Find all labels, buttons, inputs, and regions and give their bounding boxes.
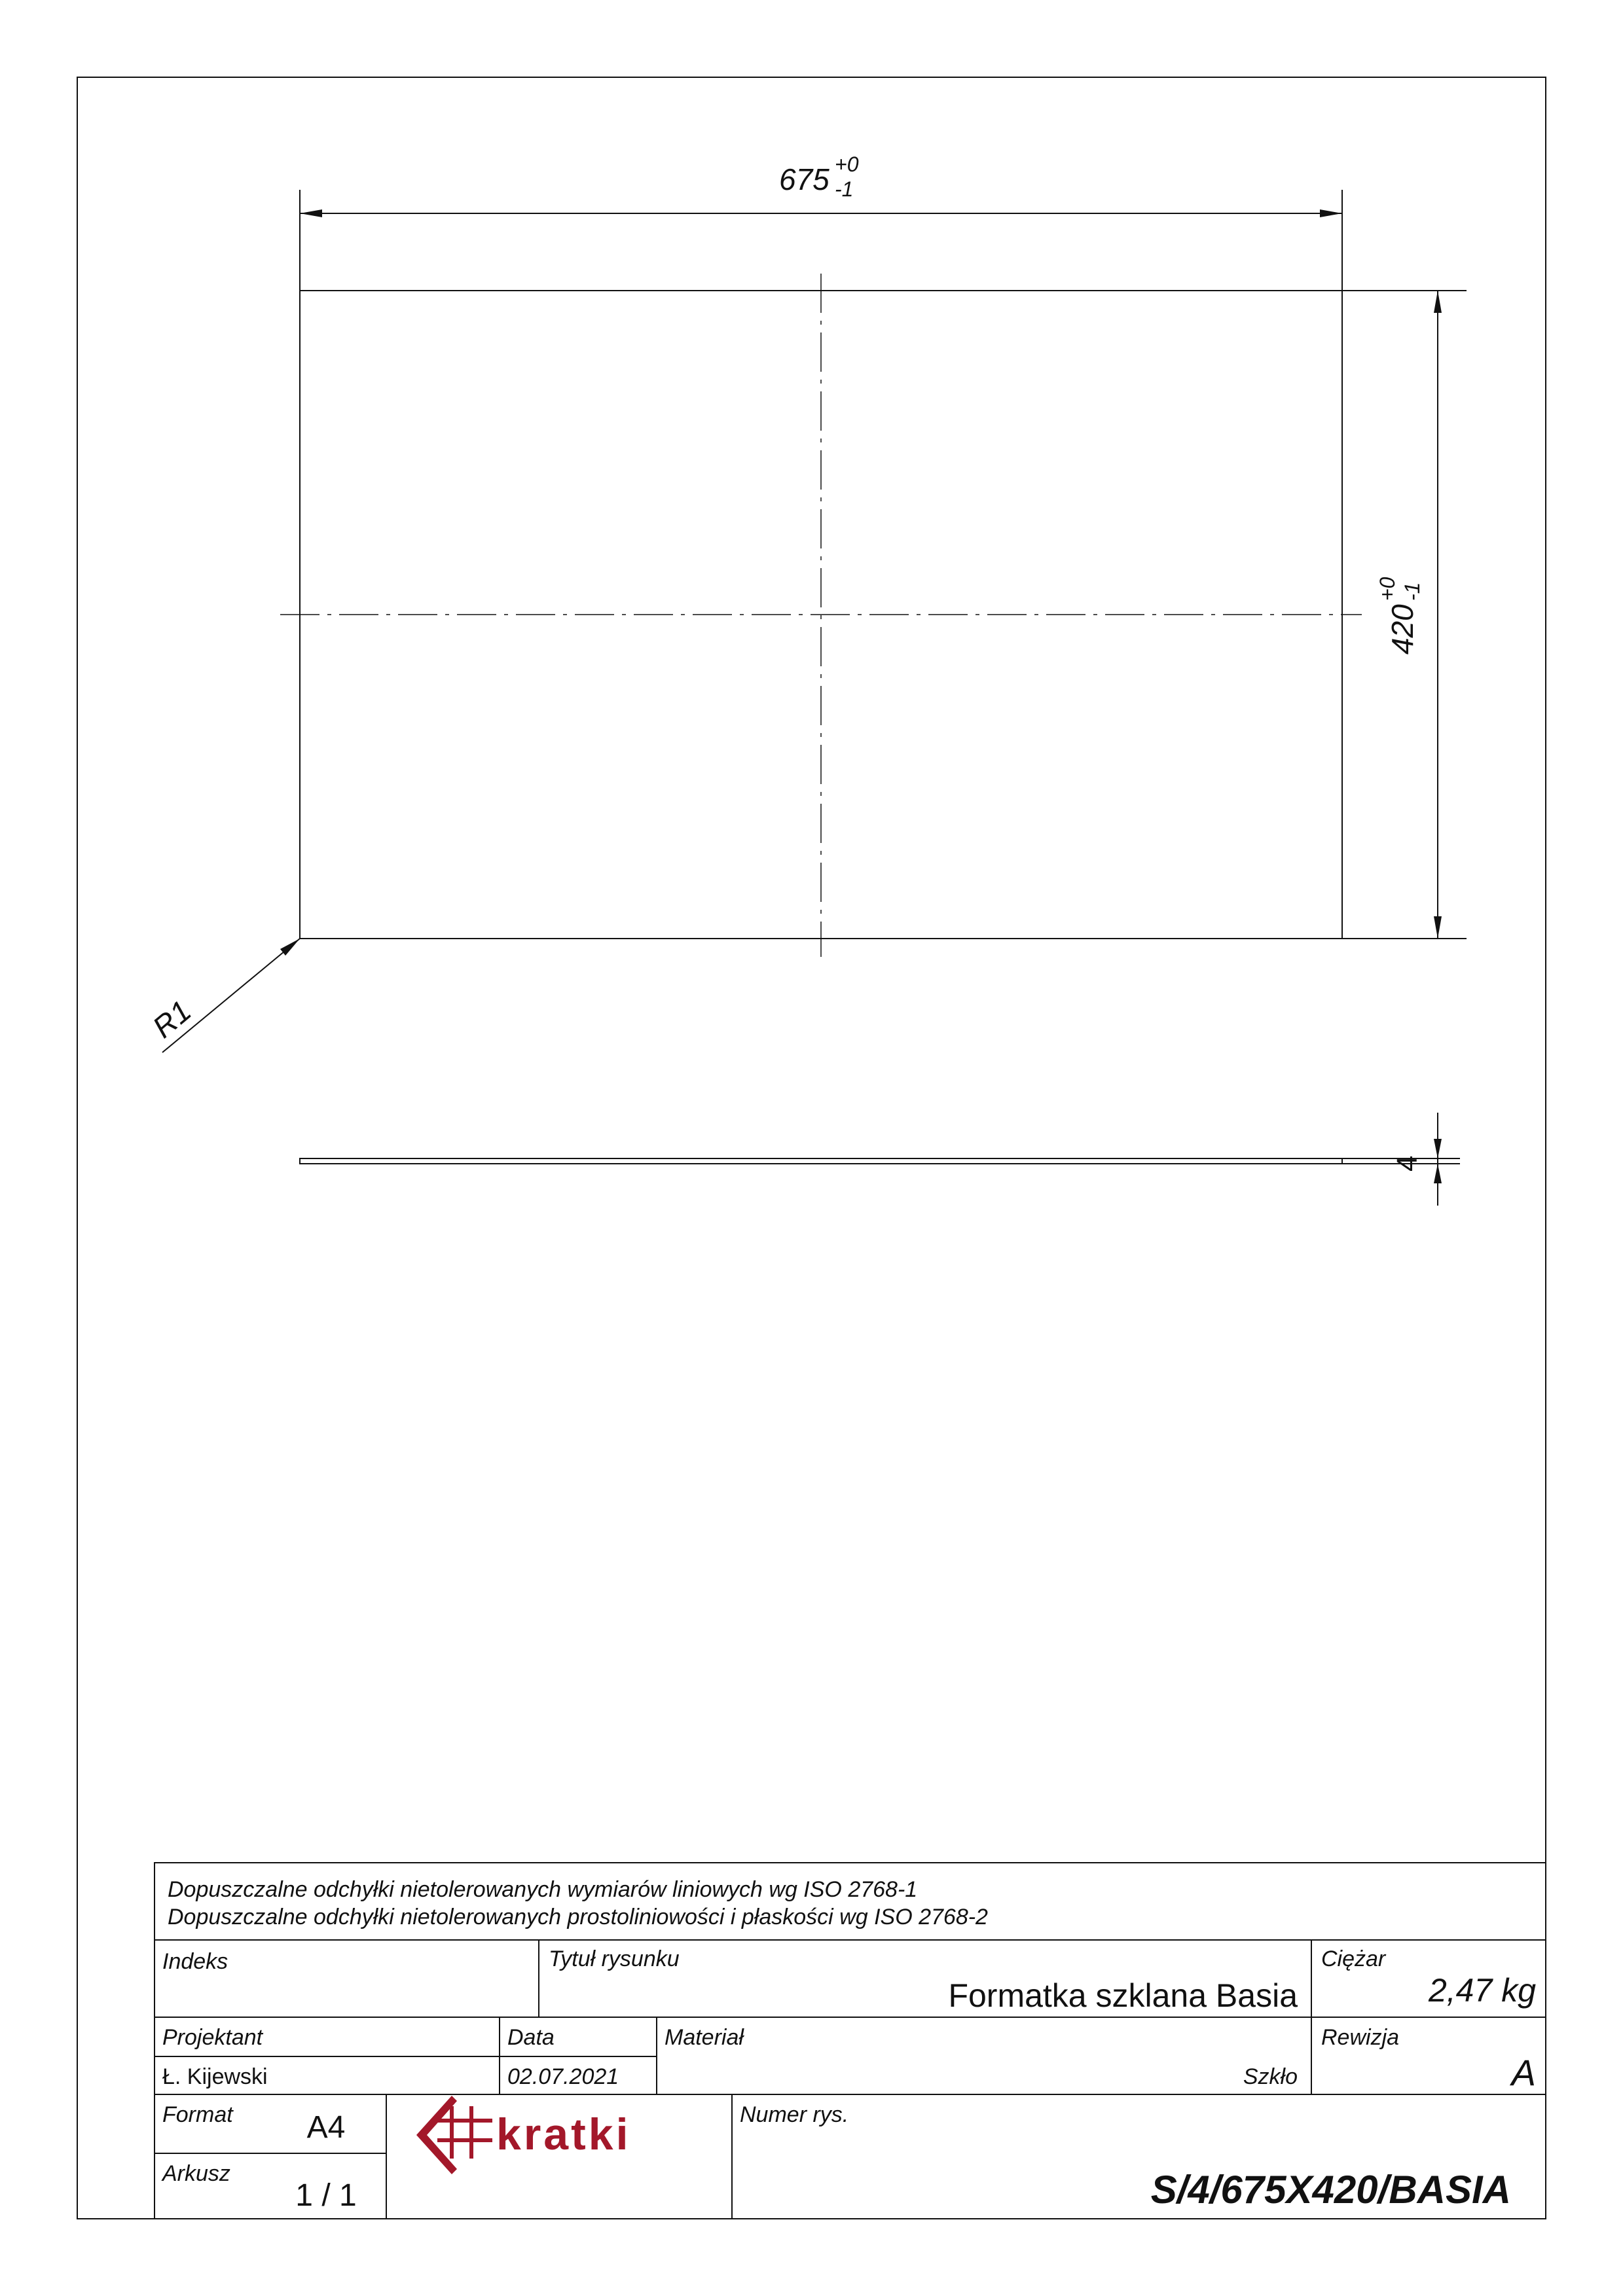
center-lines — [280, 274, 1362, 957]
height-dim-value: 420 — [1385, 604, 1419, 655]
material-value: Szkło — [1243, 2064, 1298, 2089]
radius-leader — [162, 939, 300, 1052]
thickness-arrow-bottom — [1434, 1164, 1442, 1183]
tolerance-note-1: Dopuszczalne odchyłki nietolerowanych wymiarów liniowych wg ISO 2768-1 — [168, 1877, 918, 1902]
tytul-value: Formatka szklana Basia — [948, 1977, 1298, 2014]
width-arrow-left — [300, 209, 322, 217]
projektant-label: Projektant — [162, 2025, 263, 2050]
height-arrow-top — [1434, 291, 1442, 313]
arkusz-label: Arkusz — [162, 2161, 230, 2186]
plate-side-view — [300, 1113, 1460, 1206]
projektant-value: Ł. Kijewski — [162, 2064, 268, 2089]
format-value: A4 — [306, 2110, 346, 2145]
format-label: Format — [162, 2102, 233, 2127]
width-dim-tol-lower: -1 — [835, 177, 854, 201]
numer-label: Numer rys. — [740, 2102, 849, 2127]
rewizja-label: Rewizja — [1321, 2025, 1400, 2050]
height-arrow-bottom — [1434, 916, 1442, 939]
tytul-label: Tytuł rysunku — [549, 1946, 680, 1971]
tolerance-note-2: Dopuszczalne odchyłki nietolerowanych prostoliniowości i płaskości wg ISO 2768-2 — [168, 1905, 988, 1929]
ciezar-value: 2,47 kg — [1428, 1972, 1536, 2009]
data-label: Data — [507, 2025, 555, 2050]
data-value: 02.07.2021 — [507, 2064, 619, 2089]
rewizja-value: A — [1511, 2052, 1536, 2093]
kratki-logo — [416, 2096, 630, 2174]
radius-label: R1 — [146, 994, 198, 1045]
height-dim-tol-upper: +0 — [1376, 577, 1399, 601]
numer-value: S/4/675X420/BASIA — [1150, 2168, 1511, 2212]
material-label: Materiał — [665, 2025, 744, 2050]
kratki-logo-text: kratki — [496, 2109, 631, 2159]
indeks-label: Indeks — [162, 1949, 228, 1974]
radius-leader-line — [162, 939, 300, 1052]
thickness-arrow-top — [1434, 1139, 1442, 1158]
width-dim-tol-upper: +0 — [835, 152, 859, 176]
arkusz-value: 1 / 1 — [295, 2178, 357, 2213]
width-dim-value: 675 — [779, 162, 830, 196]
thickness-label: 4 — [1391, 1155, 1423, 1172]
width-arrow-right — [1320, 209, 1342, 217]
kratki-logo-icon — [416, 2096, 492, 2174]
height-dimension — [1434, 291, 1442, 939]
height-dim-tol-lower: -1 — [1400, 582, 1424, 601]
ciezar-label: Ciężar — [1321, 1946, 1386, 1971]
plate-side-outline — [300, 1158, 1342, 1164]
